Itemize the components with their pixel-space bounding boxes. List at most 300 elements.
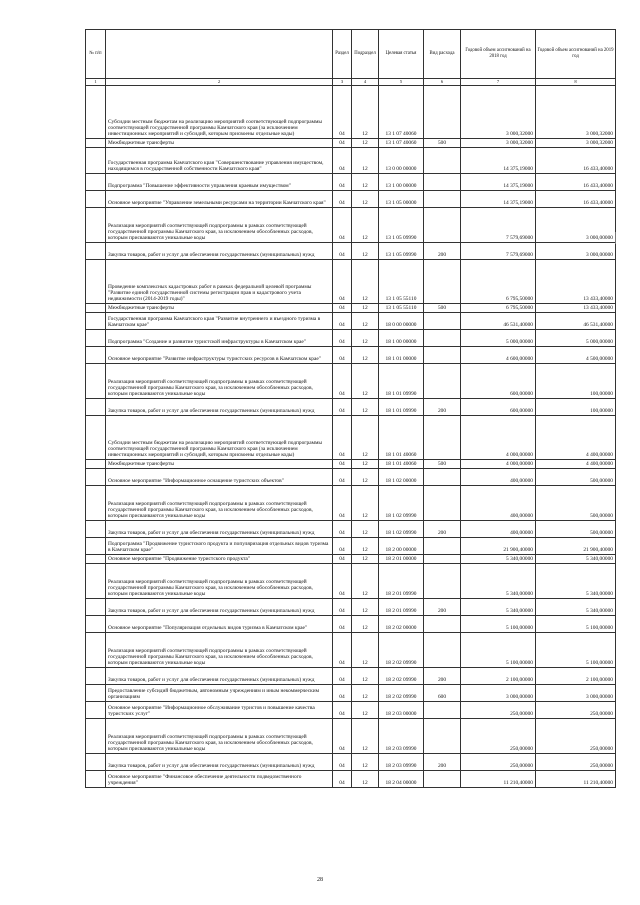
- cell-num: [86, 633, 106, 668]
- cell-section: 04: [333, 208, 352, 243]
- cell-amount-2018: 250,00000: [461, 754, 536, 771]
- table-row: [86, 521, 616, 538]
- cell-amount-2019: 13 433,40000: [536, 260, 616, 304]
- cell-num: [86, 304, 106, 313]
- cell-expense-type: [424, 555, 461, 564]
- cell-amount-2018: 400,00000: [461, 521, 536, 538]
- header-section: Раздел: [333, 30, 352, 79]
- cell-subsection: 12: [352, 555, 379, 564]
- cell-description: Субсидии местным бюджетам на реализацию мероприятий соответствующей подпрограммы соответствующей государственной программы Камчатского края (за исключением инвестиционных мероприятий и субсидий, которым присвоены отдельные коды): [106, 86, 333, 139]
- cell-section: 04: [333, 702, 352, 719]
- cell-amount-2018: 5 100,00000: [461, 616, 536, 633]
- cell-amount-2019: 5 000,00000: [536, 330, 616, 347]
- cell-num: [86, 564, 106, 599]
- cell-section: 04: [333, 191, 352, 208]
- cell-target-article: 18 0 00 00000: [379, 313, 424, 330]
- cell-section: 04: [333, 313, 352, 330]
- cell-target-article: 18 1 02 09990: [379, 486, 424, 521]
- cell-target-article: 18 1 01 40060: [379, 460, 424, 469]
- cell-subsection: 12: [352, 771, 379, 788]
- cell-section: 04: [333, 754, 352, 771]
- cell-amount-2019: 5 340,00000: [536, 599, 616, 616]
- cell-amount-2019: 3 000,00000: [536, 243, 616, 260]
- table-row: [86, 304, 616, 313]
- cell-target-article: 18 1 02 09990: [379, 521, 424, 538]
- table-row: [86, 719, 616, 754]
- cell-expense-type: [424, 330, 461, 347]
- cell-amount-2019: 13 433,40000: [536, 304, 616, 313]
- cell-section: 04: [333, 555, 352, 564]
- cell-target-article: 13 0 00 00000: [379, 148, 424, 174]
- table-row: [86, 555, 616, 564]
- cell-subsection: 12: [352, 347, 379, 364]
- cell-description: Реализация мероприятий соответствующей подпрограммы в рамках соответствующей государственной программы Камчатского края, за исключением обособленных расходов, которым присваиваются уникальные коды: [106, 486, 333, 521]
- cell-expense-type: 200: [424, 521, 461, 538]
- cell-amount-2018: 5 000,00000: [461, 330, 536, 347]
- cell-num: [86, 702, 106, 719]
- cell-amount-2019: 2 100,00000: [536, 668, 616, 685]
- cell-target-article: 18 1 00 00000: [379, 330, 424, 347]
- cell-num: [86, 754, 106, 771]
- cell-amount-2019: 16 433,40000: [536, 191, 616, 208]
- cell-num: [86, 330, 106, 347]
- cell-expense-type: [424, 616, 461, 633]
- cell-expense-type: 500: [424, 139, 461, 148]
- header-subsection: Подраздел: [352, 30, 379, 79]
- cell-target-article: 18 2 03 09990: [379, 719, 424, 754]
- cell-expense-type: [424, 702, 461, 719]
- cell-description: Субсидии местным бюджетам на реализацию мероприятий соответствующей подпрограммы соответствующей государственной программы Камчатского края (за исключением инвестиционных мероприятий и субсидий, которым присвоены отдельные коды): [106, 416, 333, 460]
- cell-target-article: 18 2 03 00000: [379, 702, 424, 719]
- cell-section: 04: [333, 347, 352, 364]
- cell-expense-type: [424, 469, 461, 486]
- table-row: [86, 364, 616, 399]
- cell-amount-2019: 4 400,00000: [536, 416, 616, 460]
- cell-num: [86, 719, 106, 754]
- header-2018: Годовой объем ассигнований на 2018 год: [461, 30, 536, 79]
- cell-subsection: 12: [352, 86, 379, 139]
- cell-expense-type: 200: [424, 599, 461, 616]
- cell-amount-2019: 46 531,40000: [536, 313, 616, 330]
- cell-description: Основное мероприятие "Продвижение туристского продукта": [106, 555, 333, 564]
- cell-subsection: 12: [352, 702, 379, 719]
- cell-section: 04: [333, 538, 352, 555]
- table-row: [86, 313, 616, 330]
- cell-amount-2018: 3 000,32000: [461, 139, 536, 148]
- cell-section: 04: [333, 719, 352, 754]
- header-2019: Годовой объем ассигнований на 2019 год: [536, 30, 616, 79]
- cell-description: Основное мероприятие "Управление земельными ресурсами на территории Камчатского края": [106, 191, 333, 208]
- cell-amount-2019: 5 340,00000: [536, 555, 616, 564]
- column-number: 7: [461, 79, 536, 86]
- cell-target-article: 18 2 02 09990: [379, 668, 424, 685]
- cell-amount-2018: 14 375,19000: [461, 148, 536, 174]
- cell-num: [86, 313, 106, 330]
- cell-subsection: 12: [352, 243, 379, 260]
- cell-amount-2019: 100,00000: [536, 364, 616, 399]
- margin-mark: [615, 232, 616, 244]
- cell-amount-2018: 400,00000: [461, 486, 536, 521]
- cell-description: Основное мероприятие "Развитие инфраструктуры туристских ресурсов в Камчатском крае": [106, 347, 333, 364]
- cell-amount-2018: 6 795,50000: [461, 260, 536, 304]
- cell-num: [86, 685, 106, 702]
- cell-target-article: 18 2 01 00000: [379, 555, 424, 564]
- cell-amount-2019: 5 340,00000: [536, 564, 616, 599]
- cell-section: 04: [333, 399, 352, 416]
- cell-expense-type: [424, 148, 461, 174]
- cell-description: Межбюджетные трансферты: [106, 139, 333, 148]
- cell-subsection: 12: [352, 364, 379, 399]
- table-row: [86, 702, 616, 719]
- cell-amount-2018: 3 000,00000: [461, 685, 536, 702]
- cell-num: [86, 486, 106, 521]
- cell-expense-type: [424, 633, 461, 668]
- cell-amount-2019: 3 000,00000: [536, 685, 616, 702]
- column-number: 5: [379, 79, 424, 86]
- cell-description: Проведение комплексных кадастровых работ в рамках федеральной целевой программы "Развитие единой государственной системы регистрации прав и кадастрового учета недвижимости (2014-2019 годы)": [106, 260, 333, 304]
- cell-target-article: 13 1 05 55110: [379, 260, 424, 304]
- cell-description: Основное мероприятие "Информационное оснащение туристских объектов": [106, 469, 333, 486]
- column-number: 8: [536, 79, 616, 86]
- cell-amount-2018: 5 340,00000: [461, 599, 536, 616]
- header-expense-type: Вид расхода: [424, 30, 461, 79]
- cell-num: [86, 139, 106, 148]
- cell-description: Межбюджетные трансферты: [106, 304, 333, 313]
- cell-amount-2018: 600,00000: [461, 399, 536, 416]
- cell-amount-2018: 250,00000: [461, 719, 536, 754]
- cell-section: 04: [333, 616, 352, 633]
- table-row: [86, 754, 616, 771]
- cell-expense-type: 600: [424, 685, 461, 702]
- cell-description: Закупка товаров, работ и услуг для обеспечения государственных (муниципальных) нужд: [106, 599, 333, 616]
- cell-section: 04: [333, 564, 352, 599]
- cell-section: 04: [333, 364, 352, 399]
- cell-subsection: 12: [352, 174, 379, 191]
- cell-amount-2018: 21 900,40000: [461, 538, 536, 555]
- cell-num: [86, 260, 106, 304]
- table-row: [86, 86, 616, 139]
- cell-subsection: 12: [352, 460, 379, 469]
- table-row: [86, 633, 616, 668]
- cell-num: [86, 599, 106, 616]
- table-row: [86, 486, 616, 521]
- table-row: [86, 599, 616, 616]
- cell-section: 04: [333, 599, 352, 616]
- cell-description: Реализация мероприятий соответствующей подпрограммы в рамках соответствующей государственной программы Камчатского края, за исключением обособленных расходов, которым присваиваются уникальные коды: [106, 719, 333, 754]
- cell-amount-2018: 2 100,00000: [461, 668, 536, 685]
- table-row: [86, 399, 616, 416]
- cell-expense-type: 500: [424, 460, 461, 469]
- cell-subsection: 12: [352, 719, 379, 754]
- cell-subsection: 12: [352, 564, 379, 599]
- table-row: [86, 260, 616, 304]
- cell-subsection: 12: [352, 399, 379, 416]
- cell-expense-type: [424, 260, 461, 304]
- cell-section: 04: [333, 486, 352, 521]
- cell-num: [86, 416, 106, 460]
- column-number: 4: [352, 79, 379, 86]
- cell-amount-2019: 4 400,00000: [536, 460, 616, 469]
- cell-description: Основное мероприятие "Популяризация отдельных видов туризма в Камчатском крае": [106, 616, 333, 633]
- cell-subsection: 12: [352, 599, 379, 616]
- cell-num: [86, 86, 106, 139]
- table-row: [86, 208, 616, 243]
- cell-section: 04: [333, 633, 352, 668]
- cell-target-article: 18 2 02 09990: [379, 633, 424, 668]
- cell-num: [86, 399, 106, 416]
- cell-section: 04: [333, 668, 352, 685]
- cell-expense-type: [424, 564, 461, 599]
- cell-amount-2018: 46 531,40000: [461, 313, 536, 330]
- cell-amount-2018: 5 340,00000: [461, 555, 536, 564]
- cell-num: [86, 616, 106, 633]
- cell-amount-2018: 250,00000: [461, 702, 536, 719]
- cell-description: Закупка товаров, работ и услуг для обеспечения государственных (муниципальных) нужд: [106, 521, 333, 538]
- cell-target-article: 18 2 01 09990: [379, 564, 424, 599]
- cell-section: 04: [333, 685, 352, 702]
- cell-amount-2018: 4 600,00000: [461, 347, 536, 364]
- cell-description: Государственная программа Камчатского края "Совершенствование управления имуществом, находящимся в государственной собственности Камчатского края": [106, 148, 333, 174]
- cell-amount-2018: 6 795,50000: [461, 304, 536, 313]
- cell-subsection: 12: [352, 668, 379, 685]
- cell-description: Закупка товаров, работ и услуг для обеспечения государственных (муниципальных) нужд: [106, 668, 333, 685]
- table-row: [86, 616, 616, 633]
- cell-num: [86, 555, 106, 564]
- cell-subsection: 12: [352, 148, 379, 174]
- cell-target-article: 13 1 00 00000: [379, 174, 424, 191]
- cell-description: Закупка товаров, работ и услуг для обеспечения государственных (муниципальных) нужд: [106, 243, 333, 260]
- cell-num: [86, 347, 106, 364]
- cell-subsection: 12: [352, 616, 379, 633]
- cell-target-article: 13 1 05 55110: [379, 304, 424, 313]
- cell-amount-2019: 3 000,32000: [536, 86, 616, 139]
- cell-expense-type: 200: [424, 243, 461, 260]
- cell-subsection: 12: [352, 191, 379, 208]
- cell-description: Основное мероприятие "Информационное обслуживание туристов и повышение качества туристских услуг": [106, 702, 333, 719]
- cell-expense-type: [424, 771, 461, 788]
- cell-description: Межбюджетные трансферты: [106, 460, 333, 469]
- table-row: [86, 469, 616, 486]
- table-row: [86, 139, 616, 148]
- cell-target-article: 13 1 07 40060: [379, 139, 424, 148]
- cell-description: Закупка товаров, работ и услуг для обеспечения государственных (муниципальных) нужд: [106, 754, 333, 771]
- cell-section: 04: [333, 521, 352, 538]
- cell-description: Закупка товаров, работ и услуг для обеспечения государственных (муниципальных) нужд: [106, 399, 333, 416]
- cell-expense-type: [424, 416, 461, 460]
- cell-amount-2018: 11 210,40000: [461, 771, 536, 788]
- cell-expense-type: [424, 538, 461, 555]
- cell-amount-2019: 500,00000: [536, 469, 616, 486]
- cell-expense-type: [424, 174, 461, 191]
- cell-amount-2019: 3 000,32000: [536, 139, 616, 148]
- cell-target-article: 18 2 03 09990: [379, 754, 424, 771]
- cell-expense-type: 200: [424, 668, 461, 685]
- cell-description: Основное мероприятие "Финансовое обеспечение деятельности подведомственного учреждения": [106, 771, 333, 788]
- cell-section: 04: [333, 139, 352, 148]
- column-number: 1: [86, 79, 106, 86]
- table-row: [86, 538, 616, 555]
- cell-subsection: 12: [352, 416, 379, 460]
- table-row: [86, 347, 616, 364]
- table-row: [86, 148, 616, 174]
- cell-expense-type: 200: [424, 754, 461, 771]
- table-body: [86, 86, 616, 788]
- cell-description: Подпрограмма "Продвижение туристского продукта и популяризация отдельных видов туризма в Камчатском крае": [106, 538, 333, 555]
- table-row: [86, 416, 616, 460]
- cell-description: Реализация мероприятий соответствующей подпрограммы в рамках соответствующей государственной программы Камчатского края, за исключением обособленных расходов, которым присваиваются уникальные коды: [106, 633, 333, 668]
- cell-num: [86, 148, 106, 174]
- cell-section: 04: [333, 771, 352, 788]
- cell-num: [86, 460, 106, 469]
- cell-expense-type: [424, 364, 461, 399]
- cell-amount-2018: 14 375,19000: [461, 174, 536, 191]
- cell-num: [86, 208, 106, 243]
- cell-amount-2018: 400,00000: [461, 469, 536, 486]
- cell-target-article: 13 1 07 40060: [379, 86, 424, 139]
- cell-target-article: 18 2 04 00000: [379, 771, 424, 788]
- cell-amount-2018: 4 000,00000: [461, 416, 536, 460]
- cell-amount-2018: 5 100,00000: [461, 633, 536, 668]
- cell-expense-type: [424, 719, 461, 754]
- cell-target-article: 18 2 00 00000: [379, 538, 424, 555]
- cell-amount-2018: 7 579,69000: [461, 243, 536, 260]
- cell-subsection: 12: [352, 486, 379, 521]
- cell-amount-2018: 14 375,19000: [461, 191, 536, 208]
- cell-expense-type: [424, 347, 461, 364]
- cell-expense-type: 500: [424, 304, 461, 313]
- table-row: [86, 685, 616, 702]
- cell-section: 04: [333, 416, 352, 460]
- cell-subsection: 12: [352, 538, 379, 555]
- cell-amount-2019: 500,00000: [536, 521, 616, 538]
- cell-description: Подпрограмма "Создание и развитие туристской инфраструктуры в Камчатском крае": [106, 330, 333, 347]
- cell-subsection: 12: [352, 685, 379, 702]
- cell-target-article: 13 1 05 09990: [379, 208, 424, 243]
- cell-subsection: 12: [352, 208, 379, 243]
- table-row: [86, 460, 616, 469]
- cell-section: 04: [333, 330, 352, 347]
- cell-subsection: 12: [352, 260, 379, 304]
- cell-expense-type: 200: [424, 399, 461, 416]
- cell-description: Реализация мероприятий соответствующей подпрограммы в рамках соответствующей государственной программы Камчатского края, за исключением обособленных расходов, которым присваиваются уникальные коды: [106, 364, 333, 399]
- cell-amount-2018: 7 579,69000: [461, 208, 536, 243]
- table-row: [86, 191, 616, 208]
- cell-amount-2019: 16 433,40000: [536, 148, 616, 174]
- cell-target-article: 18 2 02 00000: [379, 616, 424, 633]
- column-number: 6: [424, 79, 461, 86]
- cell-amount-2018: 600,00000: [461, 364, 536, 399]
- cell-expense-type: [424, 86, 461, 139]
- cell-target-article: 18 1 01 09990: [379, 399, 424, 416]
- table-row: [86, 243, 616, 260]
- budget-table: [85, 29, 616, 788]
- table-row: [86, 330, 616, 347]
- cell-amount-2018: 3 000,32000: [461, 86, 536, 139]
- header-description: [106, 30, 333, 79]
- cell-subsection: 12: [352, 304, 379, 313]
- cell-target-article: 18 1 01 00000: [379, 347, 424, 364]
- cell-num: [86, 191, 106, 208]
- cell-target-article: 18 2 01 09990: [379, 599, 424, 616]
- cell-section: 04: [333, 86, 352, 139]
- cell-description: Подпрограмма "Повышение эффективности управления краевым имуществом": [106, 174, 333, 191]
- cell-target-article: 18 1 01 40060: [379, 416, 424, 460]
- cell-num: [86, 469, 106, 486]
- cell-description: Реализация мероприятий соответствующей подпрограммы в рамках соответствующей государственной программы Камчатского края, за исключением обособленных расходов, которым присваиваются уникальные коды: [106, 564, 333, 599]
- cell-subsection: 12: [352, 521, 379, 538]
- cell-amount-2018: 4 000,00000: [461, 460, 536, 469]
- header-target: Целевая статья: [379, 30, 424, 79]
- cell-section: 04: [333, 460, 352, 469]
- cell-amount-2019: 21 900,40000: [536, 538, 616, 555]
- cell-amount-2019: 11 210,40000: [536, 771, 616, 788]
- cell-subsection: 12: [352, 754, 379, 771]
- table-row: [86, 174, 616, 191]
- cell-target-article: 18 1 02 00000: [379, 469, 424, 486]
- cell-target-article: 18 1 01 09990: [379, 364, 424, 399]
- cell-expense-type: [424, 313, 461, 330]
- cell-amount-2018: 5 340,00000: [461, 564, 536, 599]
- cell-num: [86, 174, 106, 191]
- cell-amount-2019: 16 433,40000: [536, 174, 616, 191]
- header-num: № п/п: [86, 30, 106, 79]
- cell-section: 04: [333, 260, 352, 304]
- cell-num: [86, 364, 106, 399]
- cell-num: [86, 538, 106, 555]
- cell-amount-2019: 250,00000: [536, 702, 616, 719]
- cell-section: 04: [333, 148, 352, 174]
- cell-target-article: 13 1 05 00000: [379, 191, 424, 208]
- cell-amount-2019: 3 000,00000: [536, 208, 616, 243]
- table-header: [86, 30, 616, 86]
- cell-target-article: 13 1 05 09990: [379, 243, 424, 260]
- cell-section: 04: [333, 174, 352, 191]
- cell-target-article: 18 2 02 09990: [379, 685, 424, 702]
- cell-description: Предоставление субсидий бюджетным, автономным учреждениям и иным некоммерческим организациям: [106, 685, 333, 702]
- cell-amount-2019: 5 100,00000: [536, 633, 616, 668]
- cell-amount-2019: 100,00000: [536, 399, 616, 416]
- table-row: [86, 668, 616, 685]
- cell-description: Государственная программа Камчатского края "Развитие внутреннего и въездного туризма в Камчатском крае": [106, 313, 333, 330]
- cell-section: 04: [333, 469, 352, 486]
- table-row: [86, 564, 616, 599]
- column-number-row: [86, 79, 616, 86]
- cell-expense-type: [424, 208, 461, 243]
- cell-subsection: 12: [352, 330, 379, 347]
- cell-section: 04: [333, 243, 352, 260]
- cell-subsection: 12: [352, 313, 379, 330]
- cell-description: Реализация мероприятий соответствующей подпрограммы в рамках соответствующей государственной программы Камчатского края, за исключением обособленных расходов, которым присваиваются уникальные коды: [106, 208, 333, 243]
- cell-amount-2019: 250,00000: [536, 754, 616, 771]
- cell-subsection: 12: [352, 469, 379, 486]
- cell-section: 04: [333, 304, 352, 313]
- page-number: 28: [317, 877, 323, 883]
- column-number: 2: [106, 79, 333, 86]
- cell-num: [86, 521, 106, 538]
- cell-amount-2019: 500,00000: [536, 486, 616, 521]
- cell-amount-2019: 250,00000: [536, 719, 616, 754]
- cell-num: [86, 771, 106, 788]
- cell-num: [86, 243, 106, 260]
- cell-expense-type: [424, 191, 461, 208]
- cell-amount-2019: 4 500,00000: [536, 347, 616, 364]
- table-row: [86, 771, 616, 788]
- column-number: 3: [333, 79, 352, 86]
- cell-expense-type: [424, 486, 461, 521]
- cell-num: [86, 668, 106, 685]
- cell-subsection: 12: [352, 633, 379, 668]
- cell-subsection: 12: [352, 139, 379, 148]
